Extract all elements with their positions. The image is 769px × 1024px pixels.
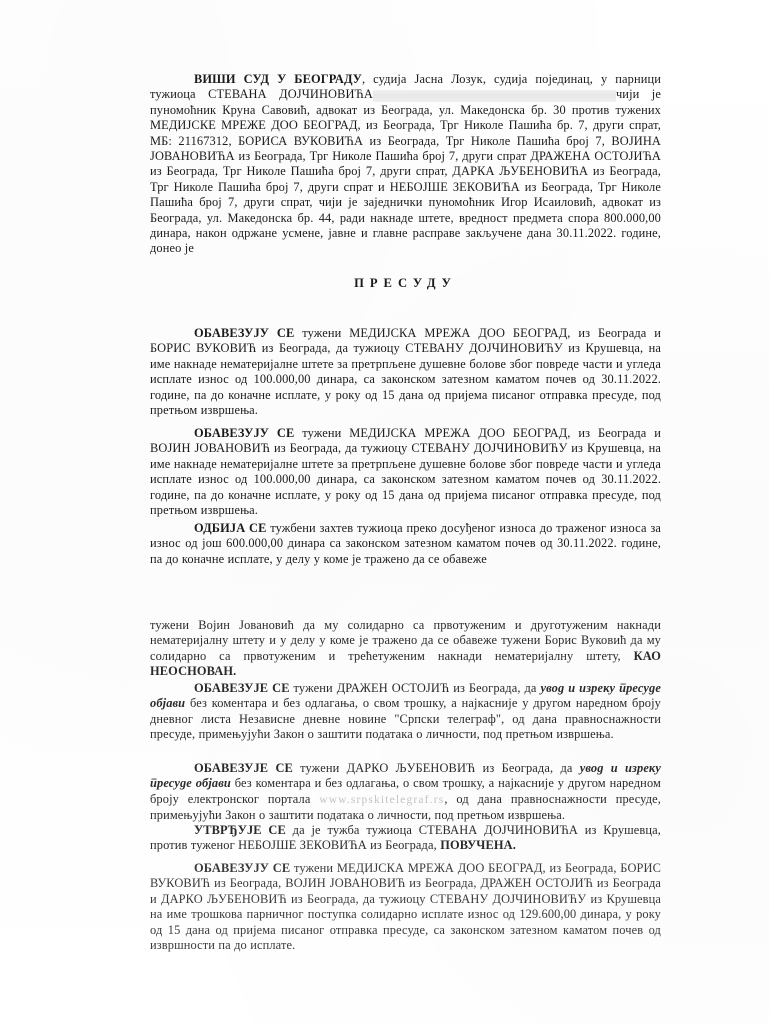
continuation-body: тужени Војин Јовановић да му солидарно са првотуженим и друготуженим накнади нематеријалну штету и у делу у коме је тражено да се обавеже тужени Борис Вуковић да му солидарно са првотуженим и трећетуженим накнади нематеријалну штету, [150,618,661,663]
ruling-2-text [150,426,661,518]
withdrawn-t1: да је тужба тужиоца СТЕВАНА ДОЈЧИНОВИЋА из Крушевца, против туженог НЕБОЈШЕ ЗЕКОВИЋА из Београда, [150,823,661,853]
costs-body: тужени МЕДИЈСКА МРЕЖА ДОО БЕОГРАД, из Београда, БОРИС ВУКОВИЋ из Београда, ВОЈИН ЈОВАНОВИЋ из Београда, ДРАЖЕН ОСТОЈИЋ из Београда и ДАРКО ЉУБЕНОВИЋ из Београда, да тужиоцу СТЕВАНУ ДОЈЧИНОВИЋУ из Крушевца на име трошкова парничног поступка солидарно исплате износ од 129.600,00 динара, у року од 15 дана од пријема писаног отправка пресуде, са законском затезном каматом почев од извршности па до исплате. [150,861,661,953]
ruling-1-lead: ОБАВЕЗУЈУ СЕ [194,326,295,340]
publish-portal-lead: ОБАВЕЗУЈЕ СЕ [194,761,293,775]
publish-portal-t1: тужени ДАРКО ЉУБЕНОВИЋ из Београда, да [292,761,580,775]
ruling-item-publish-portal [150,761,661,824]
costs-text [150,861,661,953]
publish-portal-emphasis: увод и изреку пресуде објави [150,761,661,791]
intro-line2-tail: чији је [615,87,661,102]
publish-newspaper-text [150,681,661,743]
ruling-item-costs [150,861,661,953]
withdrawn-lead: УТВРЂУЈЕ СЕ [194,823,286,837]
ruling-2-body: тужени МЕДИЈСКА МРЕЖА ДОО БЕОГРАД, из Београда и ВОЈИН ЈОВАНОВИЋ из Београда, да тужиоцу СТЕВАНУ ДОЈЧИНОВИЋУ из Крушевца, на име накнаде нематеријалне штете за претрпљене душевне болове због повреде части и угледа исплате износ од 100.000,00 динара, са законском затезном каматом почев од 30.11.2022. године, па до коначне исплате, у року од 15 дана од пријема писаног отправка пресуде, под претњом извршења. [150,426,661,518]
ruling-2-lead: ОБАВЕЗУЈУ СЕ [194,426,295,440]
continuation-tail-inline: КАО [633,648,661,663]
ruling-item-2 [150,426,661,518]
ruling-item-dismissal [150,521,661,567]
costs-lead: ОБАВЕЗУЈУ СЕ [194,861,291,875]
ruling-item-publish-newspaper [150,681,661,743]
continuation-text [150,618,661,680]
dismissal-lead: ОДБИЈА СЕ [194,521,267,535]
intro-body: пуномоћник Круна Савовић, адвокат из Београда, ул. Македонска бр. 30 против тужених МЕДИЈСКЕ МРЕЖЕ ДОО БЕОГРАД, из Београда, Трг Николе Пашића бр. 7, други спрат, МБ: 21167312, БОРИСА ВУКОВИЋА из Београда, Трг Николе Пашића број 7, ВОЈИНА ЈОВАНОВИЋА из Београда, Трг Николе Пашића број 7, други спрат ДРАЖЕНА ОСТОЈИЋА из Београда, Трг Николе Пашића број 7, други спрат, ДАРКА ЉУБЕНОВИЋА из Београда, Трг Николе Пашића број 7, други спрат и НЕБОЈШЕ ЗЕКОВИЋА из Београда, Трг Николе Пашића број 7, други спрат, чији је заједнички пуномоћник Игор Исаиловић, адвокат из Београда, ул. Македонска бр. 44, ради накнаде штете, вредност предмета спора 800.000,00 динара, након одржане усмене, јавне и главне расправе закључене дана 30.11.2022. године, донео је [150,102,661,256]
plaintiff-line: тужиоца СТЕВАНА ДОЈЧИНОВИЋА [150,87,373,102]
ruling-1-text [150,326,661,418]
dismissal-continuation [150,618,661,680]
intro-judge-line: , судија Јасна Лозук, судија појединац, у парници [361,72,661,86]
redacted-portal-url: www.srpskitelegraf.rs [319,793,445,806]
judgment-heading-wrap [150,275,661,291]
ruling-item-withdrawn [150,823,661,854]
publish-newspaper-emphasis: увод и изреку пресуде објави [150,681,661,711]
publish-newspaper-lead: ОБАВЕЗУЈЕ СЕ [194,681,290,695]
publish-portal-t3: , од дана правноснажности пресуде, примењујући Закон о заштити података о личности, под претњом извршења. [150,791,661,823]
ruling-1-body: тужени МЕДИЈСКА МРЕЖА ДОО БЕОГРАД, из Београда и БОРИС ВУКОВИЋ из Београда, да тужиоцу СТЕВАНУ ДОЈЧИНОВИЋУ из Крушевца, на име накнаде нематеријалне штете за претрпљене душевне болове због повреде части и угледа исплате износ од 100.000,00 динара, са законском затезном каматом почев од 30.11.2022. године, па до коначне исплате, у року од 15 дана од пријема писаног отправка пресуде, под претњом извршења. [150,326,661,418]
redaction-bar [373,90,616,102]
withdrawn-status: ПОВУЧЕНА. [440,838,516,853]
intro-text [150,72,661,257]
court-name: ВИШИ СУД У БЕОГРАДУ [194,72,362,86]
page-title: ПРЕСУДУ [354,276,457,290]
intro-paragraph [150,72,661,257]
withdrawn-text [150,823,661,854]
dismissal-body: тужбени захтев тужиоца преко досуђеног износа до траженог износа за износ од још 600.000,00 динара са законском затезном каматом почев од 30.11.2022. године, па до коначне исплате, у делу у коме је тражено да се обавеже [150,521,661,566]
dismissal-text [150,521,661,567]
continuation-tail-next: НЕОСНОВАН. [150,664,237,679]
ruling-item-1 [150,326,661,418]
publish-portal-text [150,761,661,824]
publish-newspaper-t1: тужени ДРАЖЕН ОСТОЈИЋ из Београда, да [289,681,541,695]
publish-newspaper-t2: без коментара и без одлагања, о свом трошку, а најкасније у другом наредном броју дневног листа Независне дневне новине "Српски телеграф", од дана правноснажности пресуде, примењујући Закон о заштити података о личности, под претњом извршења. [150,696,661,742]
publish-portal-t2: без коментара и без одлагања, о свом трошку, а најкасније у другом наредном броју електронског портала [150,776,661,806]
